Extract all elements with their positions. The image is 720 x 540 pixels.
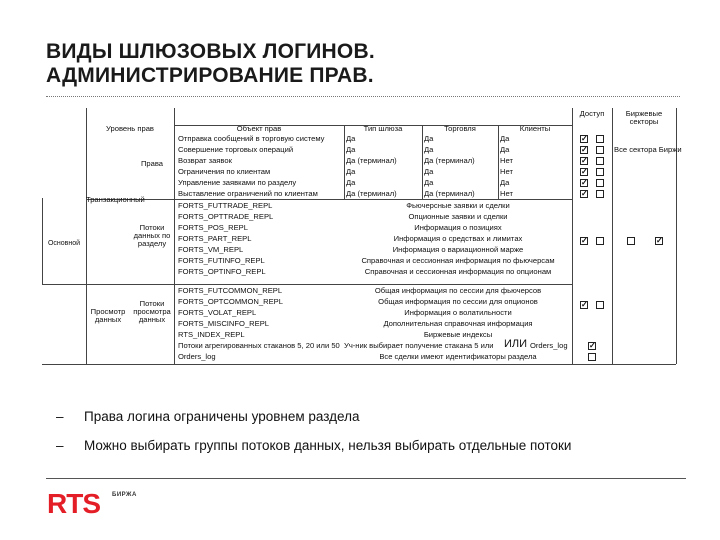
access-checkbox[interactable] bbox=[580, 168, 588, 176]
access-checkbox[interactable] bbox=[580, 301, 588, 309]
stream-desc: Общая информация по сессии для опционов bbox=[378, 297, 538, 306]
stream-name: FORTS_OPTTRADE_REPL bbox=[178, 212, 274, 221]
access-checkbox[interactable] bbox=[596, 168, 604, 176]
stream-name: FORTS_POS_REPL bbox=[178, 223, 248, 232]
access-checkbox[interactable] bbox=[580, 237, 588, 245]
bullet-dash: – bbox=[56, 438, 64, 453]
stream-name: Orders_log bbox=[178, 352, 216, 361]
access-checkbox[interactable] bbox=[596, 179, 604, 187]
stream-name: FORTS_MISCINFO_REPL bbox=[178, 319, 270, 328]
stream-name: FORTS_OPTINFO_REPL bbox=[178, 267, 266, 276]
bullet-text: Можно выбирать группы потоков данных, нельзя выбирать отдельные потоки bbox=[84, 438, 572, 453]
rights-table bbox=[42, 108, 682, 364]
group-rights: Права bbox=[140, 159, 164, 168]
col-divider bbox=[174, 108, 175, 364]
stream-name: Потоки агрегированных стаканов 5, 20 или 50 bbox=[178, 341, 340, 350]
stream-desc: Опционные заявки и сделки bbox=[408, 212, 508, 221]
group-transactions: Транзакционный bbox=[86, 195, 145, 204]
rights-row-value: Да (терминал) bbox=[346, 189, 397, 198]
stream-desc-tail: Orders_log bbox=[530, 341, 568, 350]
stream-desc: Дополнительная справочная информация bbox=[383, 319, 533, 328]
col-divider bbox=[572, 108, 573, 364]
access-checkbox[interactable] bbox=[596, 301, 604, 309]
access-checkbox[interactable] bbox=[580, 157, 588, 165]
bullet-dash: – bbox=[56, 409, 64, 424]
stream-desc: Справочная и сессионная информация по фьючерсам bbox=[361, 256, 555, 265]
stream-desc: Информация о позициях bbox=[414, 223, 502, 232]
rights-row-value: Да bbox=[346, 167, 356, 176]
footer-divider bbox=[46, 478, 686, 479]
header-access: Доступ bbox=[579, 109, 605, 118]
exchange-checkbox[interactable] bbox=[627, 237, 635, 245]
group-data-streams: Потоки данных по разделу bbox=[133, 223, 171, 248]
rights-row-name: Возврат заявок bbox=[178, 156, 232, 165]
rights-row-name: Выставление ограничений по клиентам bbox=[178, 189, 318, 198]
rights-row-value: Да bbox=[346, 134, 356, 143]
access-checkbox[interactable] bbox=[596, 135, 604, 143]
rights-row-name: Ограничения по клиентам bbox=[178, 167, 271, 176]
access-checkbox[interactable] bbox=[596, 157, 604, 165]
rights-row-value: Да bbox=[424, 134, 434, 143]
rts-logo: RTS bbox=[47, 488, 100, 519]
rights-row-value: Да (терминал) bbox=[346, 156, 397, 165]
rights-row-value: Да bbox=[424, 167, 434, 176]
stream-name: FORTS_FUTINFO_REPL bbox=[178, 256, 265, 265]
header-level: Уровень прав bbox=[106, 124, 154, 133]
stream-desc: Уч-ник выбирает получение стакана 5 или bbox=[344, 341, 494, 350]
row-divider bbox=[42, 284, 572, 285]
exchange-sectors-value: Все сектора Биржи bbox=[614, 145, 682, 154]
access-checkbox[interactable] bbox=[580, 135, 588, 143]
header-clients: Клиенты bbox=[519, 124, 551, 133]
rights-row-name: Отправка сообщений в торговую систему bbox=[178, 134, 325, 143]
access-checkbox[interactable] bbox=[596, 146, 604, 154]
rights-row-value: Нет bbox=[500, 189, 513, 198]
header-exchange-sectors: Биржевые секторы bbox=[625, 109, 663, 126]
stream-desc: Фьючерсные заявки и сделки bbox=[406, 201, 510, 210]
stream-desc: Биржевые индексы bbox=[423, 330, 493, 339]
col-divider bbox=[344, 125, 345, 199]
col-divider bbox=[498, 125, 499, 199]
exchange-checkbox[interactable] bbox=[655, 237, 663, 245]
rights-row-value: Да bbox=[500, 145, 510, 154]
stream-desc: Информация о волатильности bbox=[404, 308, 512, 317]
group-view-streams: Потоки просмотра данных bbox=[133, 299, 171, 324]
col-divider bbox=[86, 108, 87, 364]
col-divider bbox=[422, 125, 423, 199]
rights-row-value: Да bbox=[500, 178, 510, 187]
rights-row-name: Управление заявками по разделу bbox=[178, 178, 297, 187]
stream-name: FORTS_FUTTRADE_REPL bbox=[178, 201, 273, 210]
stream-desc: Информация о средствах и лимитах bbox=[393, 234, 523, 243]
stream-name: FORTS_FUTCOMMON_REPL bbox=[178, 286, 283, 295]
rights-row-value: Нет bbox=[500, 156, 513, 165]
stream-name: FORTS_OPTCOMMON_REPL bbox=[178, 297, 283, 306]
rights-row-value: Да bbox=[346, 145, 356, 154]
stream-desc: Справочная и сессионная информация по опционам bbox=[364, 267, 552, 276]
access-checkbox[interactable] bbox=[580, 190, 588, 198]
stream-name: FORTS_VM_REPL bbox=[178, 245, 244, 254]
stream-name: FORTS_PART_REPL bbox=[178, 234, 252, 243]
table-border-bottom bbox=[42, 364, 676, 365]
stream-desc: Общая информация по сессии для фьючерсов bbox=[374, 286, 542, 295]
rights-row-value: Да (терминал) bbox=[424, 189, 475, 198]
bullet-text: Права логина ограничены уровнем раздела bbox=[84, 409, 360, 424]
rights-row-value: Да (терминал) bbox=[424, 156, 475, 165]
or-label: ИЛИ bbox=[504, 338, 528, 350]
stream-name: RTS_INDEX_REPL bbox=[178, 330, 245, 339]
access-checkbox[interactable] bbox=[580, 179, 588, 187]
header-gateway-type: Тип шлюза bbox=[363, 124, 403, 133]
header-trading: Торговля bbox=[444, 124, 476, 133]
access-checkbox[interactable] bbox=[580, 146, 588, 154]
stream-desc: Все сделки имеют идентификаторы раздела bbox=[379, 352, 537, 361]
access-checkbox[interactable] bbox=[596, 190, 604, 198]
title-divider bbox=[46, 96, 680, 97]
header-object: Объект прав bbox=[236, 124, 282, 133]
col-divider bbox=[612, 108, 613, 364]
rights-row-value: Да bbox=[500, 134, 510, 143]
group-main: Основной bbox=[47, 240, 81, 247]
rights-row-value: Да bbox=[424, 145, 434, 154]
access-checkbox[interactable] bbox=[588, 342, 596, 350]
rights-row-value: Нет bbox=[500, 167, 513, 176]
rts-logo-sub: БИРЖА bbox=[112, 492, 137, 498]
rights-row-name: Совершение торговых операций bbox=[178, 145, 294, 154]
stream-desc: Информация о вариационной марже bbox=[392, 245, 524, 254]
group-view-data: Просмотр данных bbox=[90, 307, 126, 324]
row-divider bbox=[174, 199, 572, 200]
access-checkbox[interactable] bbox=[596, 237, 604, 245]
rights-row-value: Да bbox=[346, 178, 356, 187]
access-checkbox[interactable] bbox=[588, 353, 596, 361]
stream-name: FORTS_VOLAT_REPL bbox=[178, 308, 257, 317]
rights-row-value: Да bbox=[424, 178, 434, 187]
page-title: ВИДЫ ШЛЮЗОВЫХ ЛОГИНОВ. АДМИНИСТРИРОВАНИЕ ПРАВ. bbox=[46, 40, 375, 87]
